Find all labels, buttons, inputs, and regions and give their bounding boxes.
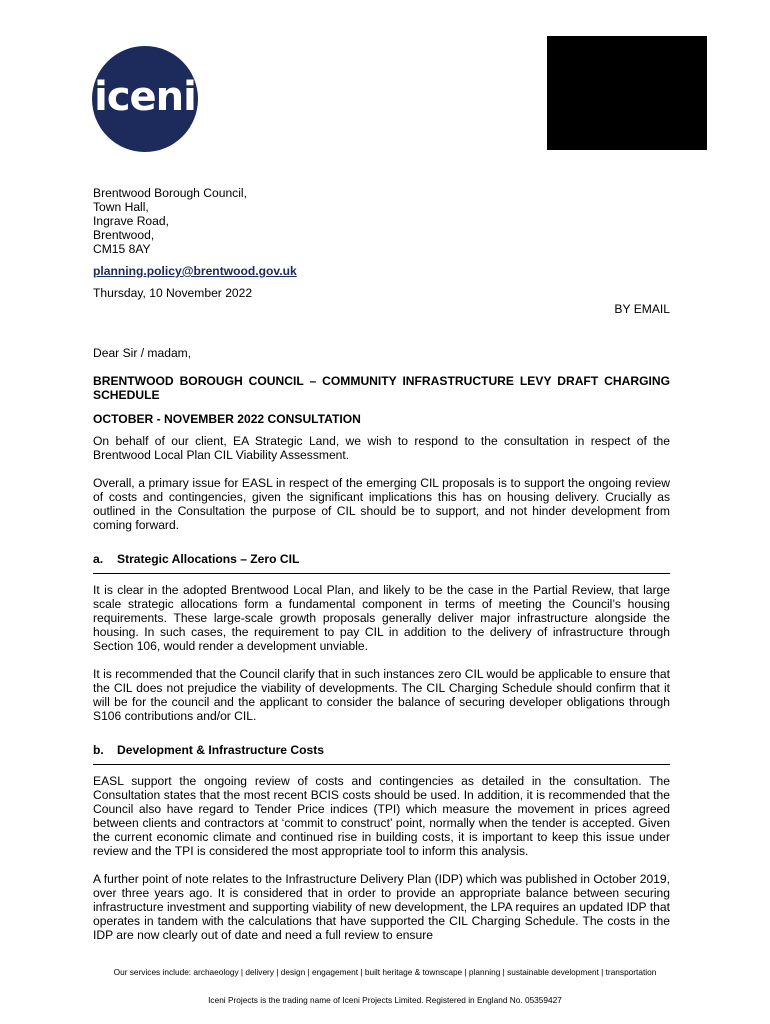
letter-body [93, 186, 670, 942]
salutation: Dear Sir / madam, [93, 346, 192, 360]
address-line: CM15 8AY [93, 242, 151, 256]
logo-text: iceni [94, 74, 196, 120]
address-line: Brentwood Borough Council, [93, 186, 247, 200]
section-title: Strategic Allocations – Zero CIL [117, 552, 300, 566]
footer-services: Our services include: archaeology | delivery | design | engagement | built heritage & townscape | planning | sustainable development | transportation [113, 967, 657, 977]
address-line: Ingrave Road, [93, 214, 169, 228]
redacted-block [547, 36, 707, 150]
email-link[interactable]: planning.policy@brentwood.gov.uk [93, 264, 297, 278]
letter-date: Thursday, 10 November 2022 [93, 286, 253, 300]
section-paragraph: It is clear in the adopted Brentwood Local Plan, and likely to be the case in the Partial Review, that large scale strategic allocations form a fundamental component in terms of meeting the Council’s housing requirements. These large-scale growth proposals generally deliver major infrastructure alongside the housing. In such cases, the requirement to pay CIL in addition to the delivery of infrastructure through Section 106, would render a development unviable. [93, 583, 670, 653]
section-paragraph: EASL support the ongoing review of costs and contingencies as detailed in the consultation. The Consultation states that the most recent BCIS costs should be used. In addition, it is recommended that the Council also have regard to Tender Price indices (TPI) which measure the movement in prices agreed between clients and contractors at ‘commit to construct’ point, normally when the tender is accepted. Given the current economic climate and continued rise in building costs, it is important to keep this issue under review and the TPI is considered the most appropriate tool to inform this analysis. [93, 774, 670, 858]
footer-registration: Iceni Projects is the trading name of Iceni Projects Limited. Registered in England No. 05359427 [208, 995, 562, 1005]
section-paragraph: A further point of note relates to the Infrastructure Delivery Plan (IDP) which was published in October 2019, over three years ago. It is considered that in order to provide an appropriate balance between securing infrastructure investment and supporting viability of new development, the LPA requires an updated IDP that operates in tandem with the calculations that have supported the CIL Charging Schedule. The costs in the IDP are now clearly out of date and need a full review to ensure [93, 872, 670, 942]
section-heading-b [93, 743, 670, 765]
address-line: Town Hall, [93, 200, 149, 214]
delivery-method: BY EMAIL [614, 302, 670, 316]
recipient-address [93, 186, 670, 256]
intro-paragraph: Overall, a primary issue for EASL in respect of the emerging CIL proposals is to support the ongoing review of costs and contingencies, given the significant implications this has on housing delivery. Crucially as outlined in the Consultation the purpose of CIL should be to support, and not hinder development from coming forward. [93, 476, 670, 532]
section-paragraph: It is recommended that the Council clarify that in such instances zero CIL would be applicable to ensure that the CIL does not prejudice the viability of developments. The CIL Charging Schedule should confirm that it will be for the council and the applicant to consider the balance of securing developer obligations through S106 contributions and/or CIL. [93, 667, 671, 723]
letter-subtitle: OCTOBER - NOVEMBER 2022 CONSULTATION [93, 412, 361, 426]
letter-title: BRENTWOOD BOROUGH COUNCIL – COMMUNITY INFRASTRUCTURE LEVY DRAFT CHARGING SCHEDULE [93, 374, 670, 402]
section-label: b. [93, 743, 104, 757]
address-line: Brentwood, [93, 228, 155, 242]
section-label: a. [93, 552, 104, 566]
iceni-logo [92, 46, 198, 152]
section-heading-a [93, 552, 670, 574]
section-title: Development & Infrastructure Costs [117, 743, 324, 757]
intro-paragraph: On behalf of our client, EA Strategic Land, we wish to respond to the consultation in respect of the Brentwood Local Plan CIL Viability Assessment. [93, 434, 670, 462]
